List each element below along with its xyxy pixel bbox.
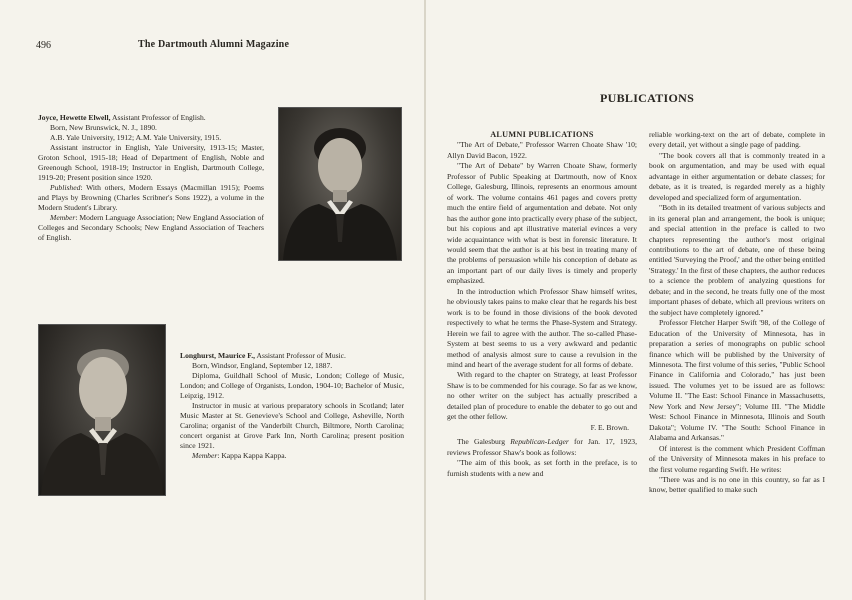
bio-joyce-name: Joyce, Hewette Elwell,	[38, 113, 111, 122]
newspaper-name: Republican-Ledger	[510, 437, 569, 447]
bio-longhurst-line: Diploma, Guildhall School of Music, London; College of Music, London; and College of Organists, London, 1904-10; Bachelor of Music, Leipzig, 1912.	[180, 371, 404, 400]
bio-longhurst-member-label: Member	[192, 451, 218, 460]
bio-joyce-line: Assistant instructor in English, Yale University, 1913-15; Master, Groton School, 1915-18; Head of Department of English, Noble and Greenough School, 1918-19; Instructor in English, Dartmouth College, 1919-20; Present position since 1920.	[38, 143, 264, 182]
bio-joyce-member-text: : Modern Language Association; New England Association of Colleges and Secondary Schools; New England Association of Teachers of English.	[38, 213, 264, 242]
magazine-title: The Dartmouth Alumni Magazine	[138, 39, 290, 50]
section-title: PUBLICATIONS	[600, 91, 695, 105]
portrait-joyce-figure	[279, 108, 401, 260]
portrait-photo-joyce	[278, 107, 402, 261]
col2-paragraph: "The book covers all that is commonly treated in a book on argumentation, and may be used with equal advantage in either argumentation or debate classes; for debate, as it is treated, is regarded merely as a highly developed and specialized form of argumentation.	[649, 150, 825, 202]
col1-paragraph: "The Art of Debate," Professor Warren Choate Shaw '10; Allyn David Bacon, 1922.	[447, 140, 637, 160]
bio-joyce	[38, 113, 264, 243]
col1-paragraph: "The aim of this book, as set forth in the preface, is to furnish students with a new and	[447, 458, 637, 478]
publications-column-1	[447, 130, 637, 479]
page-number: 496	[36, 40, 51, 51]
left-page	[0, 0, 424, 600]
bio-longhurst-line: Instructor in music at various preparatory schools in Scotland; later Music Master at St. Genevieve's School and College, Asheville, North Carolina; organist of the Vanderbilt Church, Biltmore, North Carolina; concert organist at Grove Park Inn, North Carolina; present position since 1921.	[180, 401, 404, 450]
col2-paragraph: reliable working-text on the art of debate, complete in every detail, yet without a single page of padding.	[649, 130, 825, 150]
col2-paragraph: "Both in its detailed treatment of various subjects and in its general plan and arrangement, the book is unique; and special attention in the preface is called to two chapters representing the author's most original contributions to the art of debate, one of these being entitled 'Surveying the Proof,' and the other being entitled 'Strategy.' In the first of these chapters, the author reduces to a science the problem of analyzing questions for debate; and in the second, he treats fully one of the most important phases of debate, which all previous writers on the subject have completely ignored."	[649, 203, 825, 317]
col2-paragraph: Of interest is the comment which President Coffman of the University of Minnesota makes in his preface to the first volume regarding Swift. He writes:	[649, 443, 825, 474]
col1-paragraph: With regard to the chapter on Strategy, at least Professor Shaw is to be commended for his courage. So far as we know, no other writer on the subject has actually prescribed a detailed plan of procedure to enable the debater to go out and get the other fellow.	[447, 370, 637, 422]
portrait-longhurst-figure	[39, 325, 165, 495]
bio-longhurst-member-text: : Kappa Kappa Kappa.	[217, 451, 287, 460]
bio-joyce-published-text: : With others, Modern Essays (Macmillan 1915); Poems and Plays by Browning (Charles Scribner's Sons 1922), a volume in the Modern Student's Library.	[38, 183, 264, 212]
col1-p5-before: The Galesburg	[457, 437, 511, 447]
col2-paragraph: "There was and is no one in this country, so far as I know, better qualified to make such	[649, 474, 825, 495]
bio-longhurst	[180, 351, 404, 461]
bio-joyce-member-label: Member	[50, 213, 76, 222]
bio-joyce-line: Born, New Brunswick, N. J., 1890.	[50, 123, 157, 132]
col1-paragraph: "The Art of Debate" by Warren Choate Shaw, formerly Professor of Public Speaking at Dartmouth, now of Knox College, Galesburg, Illinois, represents an enormous amount of work. The volume contains 461 pages and covers pretty much the entire field of argumentation and debate. Not only has the author gone into practically every phase of the subject, but his copious and apt illustrative material evinces a very wide acquaintance with what is best in forensic literature. It would seem that the author is at his best in treating many of the problems of persuasion while his conception of debate as an important part of our daily lives is timely and properly emphasized.	[447, 161, 637, 286]
bio-joyce-line: A.B. Yale University, 1912; A.M. Yale University, 1915.	[50, 133, 222, 142]
publications-column-2	[649, 130, 825, 496]
subsection-title: ALUMNI PUBLICATIONS	[490, 130, 594, 139]
portrait-photo-longhurst	[38, 324, 166, 496]
col2-paragraph: Professor Fletcher Harper Swift '98, of the College of Education of the University of Minnesota, has in preparation a series of monographs on public school finance which will be published by the University of Minnesota. The first volume of this series, "Public School Finance in California and Colorado," has just been issued. The volumes yet to be issued are as follows: Volume II. "The East: School Finance in Massachusetts, New York and New Jersey"; Volume III. "The Middle West: School Finance in Minnesota, Illinois and South Dakota"; Volume IV. "The South: School Finance in Alabama and Arkansas."	[649, 318, 825, 443]
bio-longhurst-name: Longhurst, Maurice F.,	[180, 351, 256, 360]
col1-p5-after: for Jan. 17, 1923, reviews Professor Shaw's book as follows:	[447, 437, 637, 457]
bio-longhurst-title: Assistant Professor of Music.	[255, 351, 346, 360]
bio-longhurst-line: Born, Windsor, England, September 12, 1887.	[192, 361, 333, 370]
bio-joyce-title: Assistant Professor of English.	[110, 113, 206, 122]
col1-paragraph: In the introduction which Professor Shaw himself writes, he obviously takes pains to make clear that he regards his best work is to be found in those divisions of the book devoted respectively to what he terms the Phase-System and Strategy. Herein we fail to agree with the author. The so-called Phase-System at best seems to us a very awkward and pedantic method of analysis almost sure to cause a revulsion in the mind and heart of the average student for all forms of debate.	[447, 286, 637, 369]
bio-joyce-published-label: Published	[50, 183, 81, 192]
review-signature: F. E. Brown.	[590, 422, 629, 432]
